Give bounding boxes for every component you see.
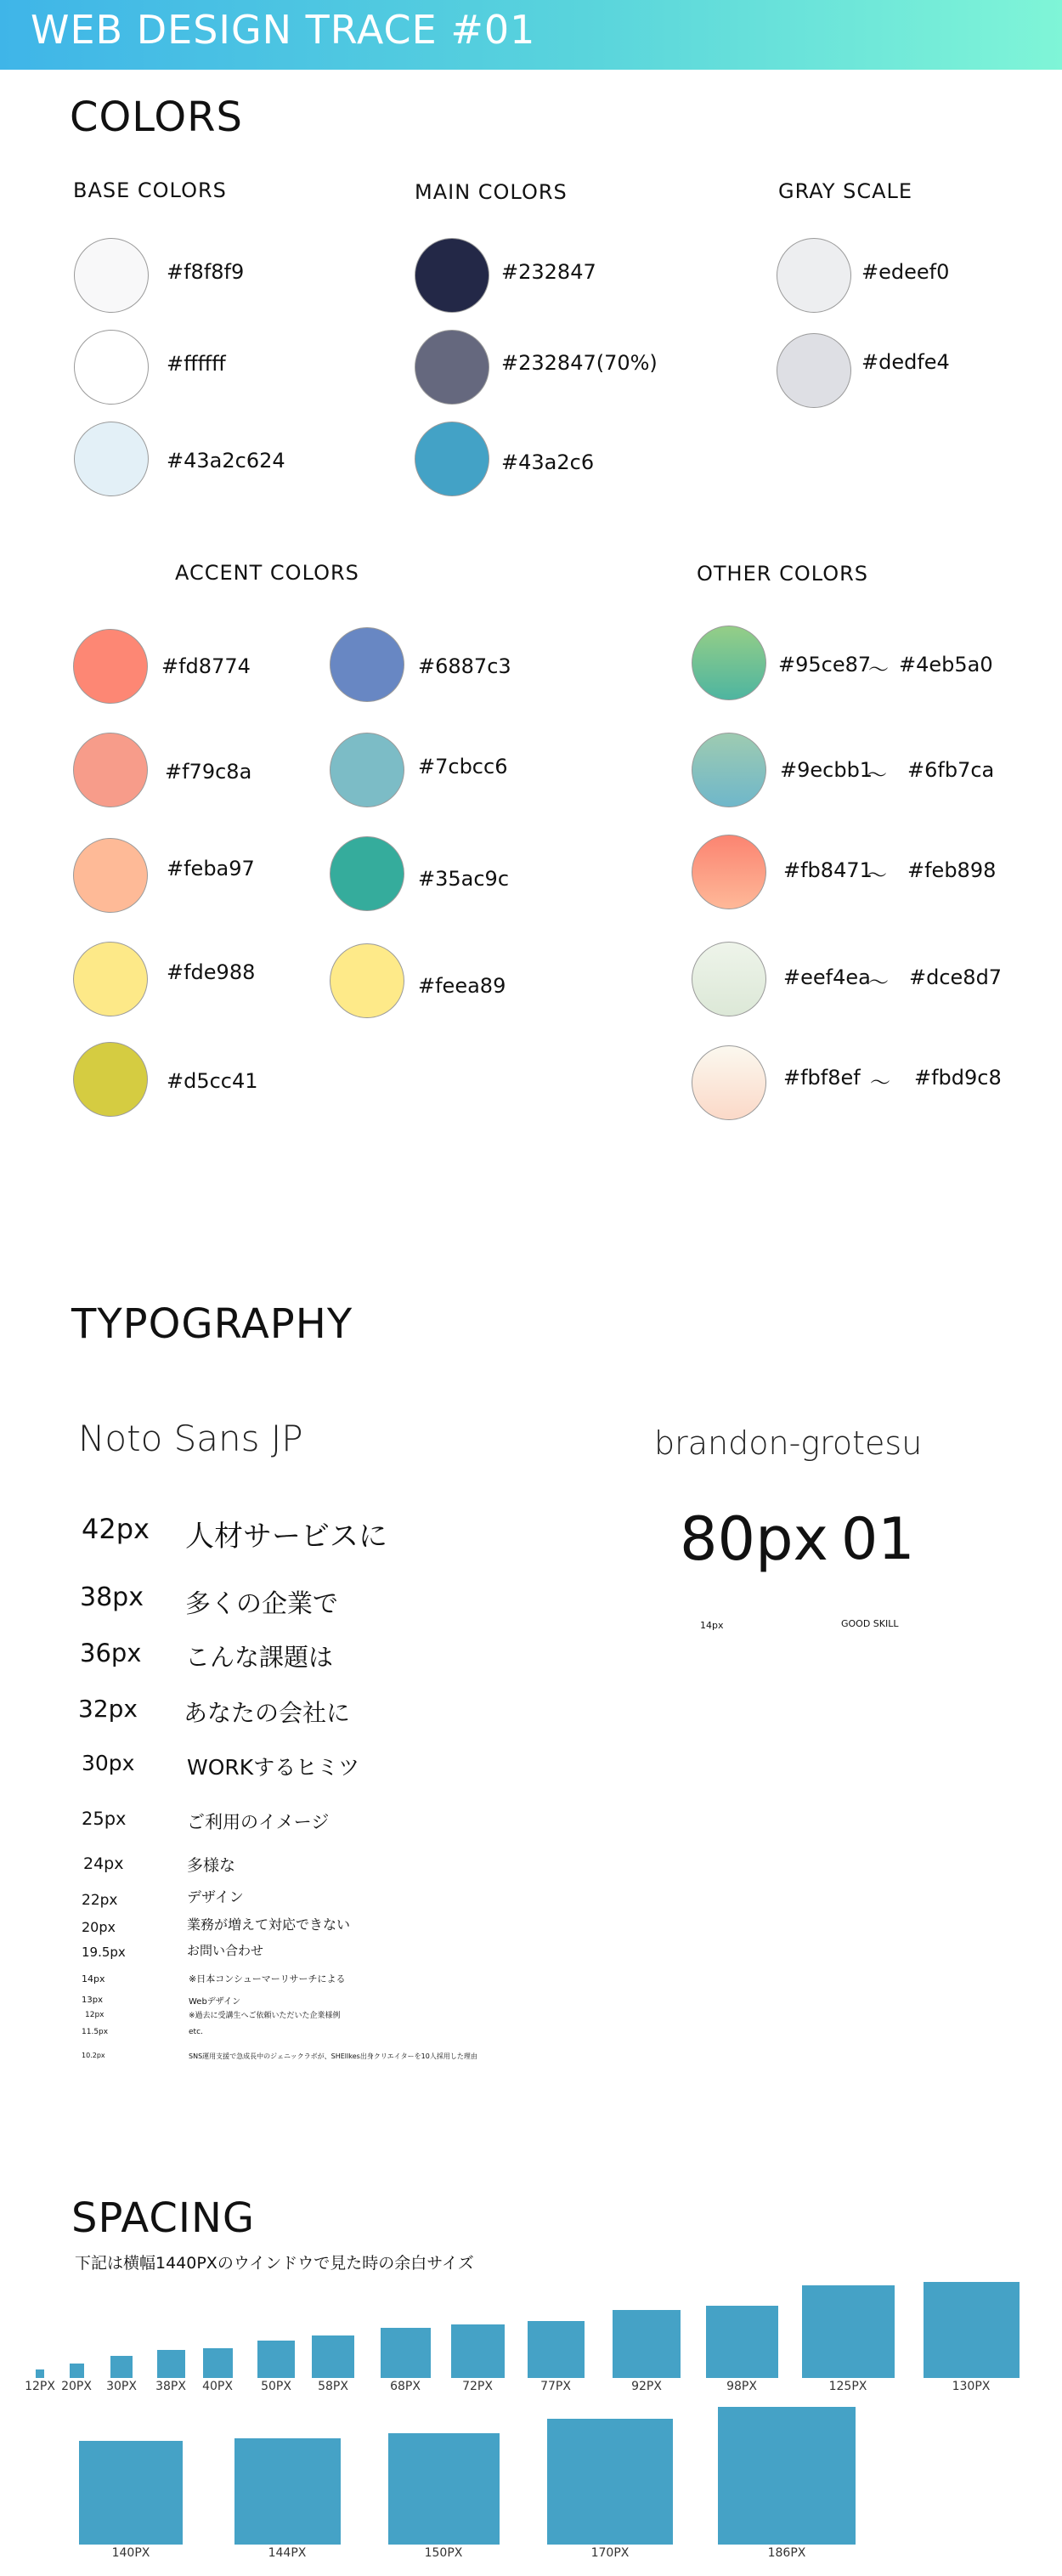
spacing-label-92: 92PX <box>631 2380 662 2393</box>
jp-size-36: 36px <box>80 1639 142 1667</box>
swatch-other-1 <box>692 626 766 700</box>
spacing-box-98 <box>706 2306 778 2378</box>
spacing-box-186 <box>718 2407 856 2545</box>
spacing-box-50 <box>257 2341 295 2378</box>
jp-size-10-2: 10.2px <box>82 2052 105 2059</box>
swatch-other-1-from: #95ce87 <box>778 653 872 677</box>
spacing-box-92 <box>613 2310 681 2378</box>
swatch-other-2-to: #6fb7ca <box>907 758 995 782</box>
page-title: WEB DESIGN TRACE #01 <box>31 7 536 53</box>
swatch-accent-6 <box>330 627 404 702</box>
spacing-label-50: 50PX <box>261 2380 291 2393</box>
spacing-box-125 <box>802 2285 895 2378</box>
spacing-label-58: 58PX <box>318 2380 348 2393</box>
swatch-other-4-from: #eef4ea <box>783 965 871 989</box>
jp-size-42: 42px <box>82 1513 150 1545</box>
spacing-box-150 <box>388 2433 500 2545</box>
swatch-accent-4 <box>73 942 148 1016</box>
swatch-other-3-to: #feb898 <box>907 858 997 882</box>
swatch-other-1-sep: 〜 <box>868 658 889 682</box>
swatch-gray-2-label: #dedfe4 <box>861 350 950 374</box>
spacing-label-20: 20PX <box>61 2380 92 2393</box>
jp-size-22: 22px <box>82 1892 118 1909</box>
swatch-other-5-sep: 〜 <box>870 1071 890 1095</box>
jp-size-11-5: 11.5px <box>82 2028 109 2036</box>
jp-size-24: 24px <box>83 1854 124 1873</box>
swatch-accent-9 <box>330 943 404 1018</box>
swatch-accent-9-label: #feea89 <box>418 974 506 998</box>
swatch-accent-1-label: #fd8774 <box>161 654 251 678</box>
spacing-label-186: 186PX <box>767 2546 806 2560</box>
swatch-accent-3 <box>73 838 148 913</box>
swatch-main-1 <box>415 238 489 313</box>
jp-size-25: 25px <box>82 1809 127 1829</box>
spacing-label-12: 12PX <box>25 2380 55 2393</box>
jp-sample-24: 多様な <box>187 1856 236 1875</box>
spacing-box-40 <box>203 2348 233 2378</box>
swatch-other-2-from: #9ecbb1 <box>780 758 873 782</box>
swatch-main-1-label: #232847 <box>501 260 596 284</box>
spacing-label-144: 144PX <box>268 2546 307 2560</box>
jp-sample-42: 人材サービスに <box>185 1520 387 1554</box>
jp-size-38: 38px <box>80 1582 144 1612</box>
spacing-label-72: 72PX <box>462 2380 493 2393</box>
swatch-other-3-sep: 〜 <box>867 863 887 887</box>
spacing-box-38 <box>157 2350 185 2378</box>
swatch-base-3-label: #43a2c624 <box>167 449 285 473</box>
spacing-label-140: 140PX <box>111 2546 150 2560</box>
jp-sample-36: こんな課題は <box>185 1643 334 1672</box>
spacing-box-20 <box>70 2364 84 2378</box>
spacing-box-170 <box>547 2419 673 2545</box>
spacing-box-72 <box>451 2324 505 2378</box>
spacing-box-77 <box>528 2321 585 2378</box>
en-sample-01: 01 <box>841 1506 915 1573</box>
swatch-gray-2 <box>777 333 851 408</box>
swatch-other-4 <box>692 942 766 1016</box>
en-sample-good-skill: GOOD SKILL <box>841 1618 899 1629</box>
jp-sample-20: 業務が増えて対応できない <box>187 1916 351 1933</box>
jp-sample-22: デザイン <box>187 1889 244 1906</box>
spacing-box-130 <box>924 2282 1020 2378</box>
spacing-box-58 <box>312 2335 354 2378</box>
gray-scale-title: GRAY SCALE <box>778 179 913 203</box>
main-colors-title: MAIN COLORS <box>415 180 568 204</box>
swatch-accent-3-label: #feba97 <box>167 857 255 880</box>
jp-size-19-5: 19.5px <box>82 1945 126 1960</box>
swatch-accent-1 <box>73 629 148 704</box>
swatch-main-2-label: #232847(70%) <box>501 351 658 375</box>
accent-colors-title: ACCENT COLORS <box>175 561 359 585</box>
base-colors-title: BASE COLORS <box>73 178 227 202</box>
jp-sample-32: あなたの会社に <box>184 1699 351 1727</box>
swatch-accent-6-label: #6887c3 <box>418 654 511 678</box>
swatch-other-2-sep: 〜 <box>867 763 887 787</box>
jp-size-30: 30px <box>82 1751 135 1775</box>
swatch-other-3-from: #fb8471 <box>783 858 873 882</box>
swatch-main-3 <box>415 422 489 496</box>
swatch-accent-5 <box>73 1042 148 1117</box>
swatch-accent-7-label: #7cbcc6 <box>418 755 508 778</box>
swatch-other-5 <box>692 1045 766 1120</box>
swatch-base-3 <box>74 422 149 496</box>
swatch-accent-7 <box>330 733 404 807</box>
swatch-other-4-to: #dce8d7 <box>909 965 1003 989</box>
spacing-box-12 <box>36 2369 44 2378</box>
swatch-gray-1-label: #edeef0 <box>861 260 950 284</box>
jp-sample-13: Webデザイン <box>189 1997 241 2007</box>
spacing-label-170: 170PX <box>590 2546 630 2560</box>
spacing-section-title: SPACING <box>71 2194 256 2242</box>
spacing-subtitle: 下記は横幅1440PXのウインドウで見た時の余白サイズ <box>75 2254 474 2273</box>
en-size-80: 80px <box>680 1504 828 1574</box>
swatch-accent-2-label: #f79c8a <box>165 760 252 784</box>
colors-section-title: COLORS <box>70 93 243 141</box>
jp-font-name: Noto Sans JP <box>78 1418 303 1459</box>
swatch-base-2-label: #ffffff <box>167 352 226 376</box>
spacing-label-38: 38PX <box>155 2380 186 2393</box>
swatch-accent-8-label: #35ac9c <box>418 867 510 891</box>
jp-size-14: 14px <box>82 1973 105 1984</box>
spacing-box-30 <box>110 2356 133 2378</box>
jp-size-12: 12px <box>85 2011 105 2019</box>
jp-sample-25: ご利用のイメージ <box>187 1812 330 1832</box>
jp-sample-30: WORKするヒミツ <box>187 1755 360 1780</box>
jp-sample-14: ※日本コンシューマーリサーチによる <box>189 1973 346 1984</box>
spacing-label-150: 150PX <box>424 2546 463 2560</box>
spacing-label-77: 77PX <box>540 2380 571 2393</box>
swatch-accent-8 <box>330 836 404 911</box>
spacing-box-68 <box>381 2328 431 2378</box>
jp-sample-12: ※過去に受講生へご依頼いただいた企業様例 <box>189 2012 341 2020</box>
spacing-label-125: 125PX <box>828 2380 867 2393</box>
en-font-name: brandon-grotesu <box>654 1424 923 1462</box>
swatch-other-1-to: #4eb5a0 <box>899 653 993 677</box>
swatch-accent-5-label: #d5cc41 <box>167 1069 258 1093</box>
typography-section-title: TYPOGRAPHY <box>71 1300 353 1348</box>
jp-sample-19-5: お問い合わせ <box>187 1943 264 1958</box>
swatch-other-4-sep: 〜 <box>868 971 889 994</box>
jp-size-32: 32px <box>78 1695 138 1723</box>
jp-sample-38: 多くの企業で <box>185 1589 338 1619</box>
swatch-other-5-from: #fbf8ef <box>783 1066 861 1090</box>
spacing-label-130: 130PX <box>952 2380 991 2393</box>
jp-sample-10-2: SNS運用支援で急成長中のジェニックラボが、SHEIlkes出身クリエイターを10人採用した理由 <box>189 2052 477 2060</box>
spacing-label-40: 40PX <box>202 2380 233 2393</box>
other-colors-title: OTHER COLORS <box>697 562 869 586</box>
spacing-box-144 <box>234 2438 341 2545</box>
swatch-base-2 <box>74 330 149 405</box>
swatch-main-2 <box>415 330 489 405</box>
en-size-14: 14px <box>700 1620 724 1631</box>
swatch-other-2 <box>692 733 766 807</box>
spacing-label-68: 68PX <box>390 2380 421 2393</box>
swatch-gray-1 <box>777 238 851 313</box>
swatch-other-5-to: #fbd9c8 <box>914 1066 1002 1090</box>
spacing-label-30: 30PX <box>106 2380 137 2393</box>
swatch-base-1 <box>74 238 149 313</box>
jp-sample-11-5: etc. <box>189 2028 203 2036</box>
jp-size-13: 13px <box>82 1996 103 2005</box>
swatch-other-3 <box>692 835 766 909</box>
swatch-accent-4-label: #fde988 <box>167 960 256 984</box>
swatch-accent-2 <box>73 733 148 807</box>
spacing-box-140 <box>79 2441 183 2545</box>
swatch-main-3-label: #43a2c6 <box>501 450 595 474</box>
spacing-label-98: 98PX <box>726 2380 757 2393</box>
jp-size-20: 20px <box>82 1919 116 1935</box>
swatch-base-1-label: #f8f8f9 <box>167 260 245 284</box>
